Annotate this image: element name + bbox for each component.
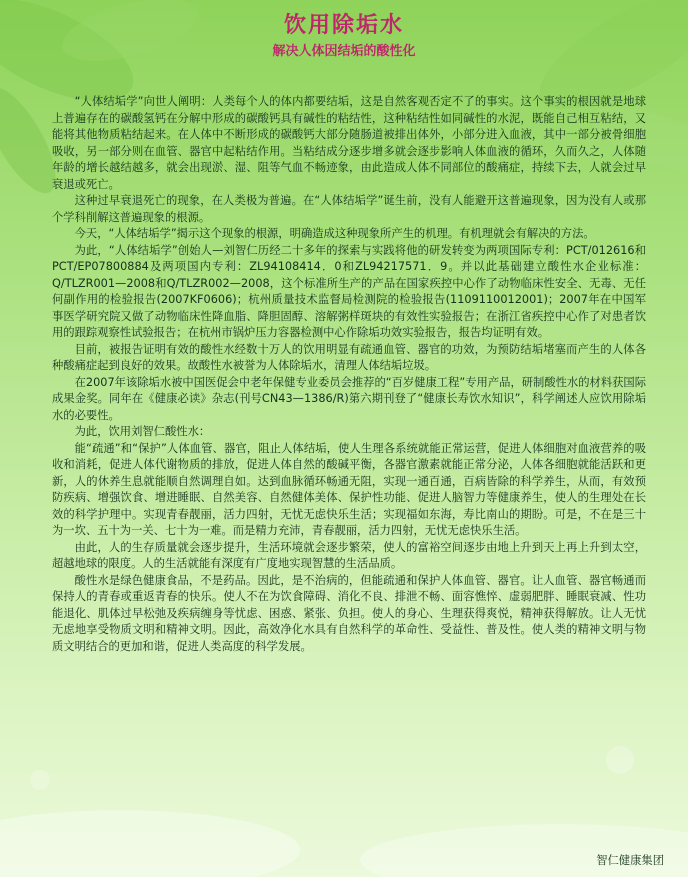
paragraph: 这种过早衰退死亡的现象，在人类极为普遍。在“人体结垢学”诞生前，没有人能避开这普遍现象，因为没有人或那个学科削解这普遍现象的根源。	[52, 194, 646, 224]
paragraph: 今天，“人体结垢学”揭示这个现象的根源，明确造成这种现象所产生的机理。有机理就会有解决的方法。	[74, 227, 595, 240]
paragraph: 能“疏通”和“保护”人体血管、器官，阻止人体结垢，使人生理各系统就能正常运营，促进人体细胞对血液营养的吸收和消耗，促进人体代谢物质的排放，促进人体自然的酸碱平衡，各器官激素就能正常分泌，人体各细胞就能活跃和更新，人的休养生息就能顺自然调理自如。达到血脉循环畅通无阻，实现一通百通，百病皆除的科学养生，从而，有效预防疾病、增强饮食、增进睡眠、自然美容、自然健体美体、保护性功能、促进人脑智力等健康养生，使人的生理处在长效的科学护理中。实现青春靓丽，活力四射，无忧无虑快乐生活；实现福如东海，寿比南山的期盼。可是，不在是三十为一坎、五十为一关、七十为一难。而是精力充沛，青春靓丽，活力四射，无忧无虑快乐生活。	[52, 441, 646, 537]
page-title: 饮用除垢水	[283, 13, 404, 38]
paragraph: 酸性水是绿色健康食品，不是药品。因此，是不治病的，但能疏通和保护人体血管、器官。让人血管、器官畅通而保持人的青春或重返青春的快乐。使人不在为饮食障碍、消化不良、排泄不畅、面容憔悴、虚弱肥胖、睡眠衰减、性功能退化、肌体过早松弛及疾病缠身等忧虑、困惑、紧张、负担。使人的身心、生理获得爽悦，精神获得解放。让人无忧无虑地享受物质文明和精神文明。因此，高效净化水具有自然科学的革命性、受益性、普及性。使人类的精神文明与物质文明结合的更加和谐，促进人类高度的科学发展。	[52, 573, 646, 653]
paragraph: 为此，“人体结垢学”创始人—刘智仁历经二十多年的探索与实践将他的研发转变为两项国际专利：PCT/012616和 PCT/EP07800884及两项国内专利：ZL94108414．0和ZL94217571．9。并以此基础建立酸性水企业标准：Q/TLZR001—2008和Q/TLZR002—2008，这个标准所生产的产品在国家疾控中心作了动物临床性安全、无毒、无任何副作用的检验报告(2007KF0606)；杭州质量技术监督局检测院的检验报告(1109110012001)；2007年在中国军事医学研究院又做了动物临床性降血脂、降胆固醇、溶解粥样斑块的有效性实验报告；在浙江省疾控中心作了对患者饮用的跟踪观察性试验报告；在杭州市锅炉压力容器检测中心作除垢功效实验报告，报告均证明有效。	[52, 243, 646, 339]
company-signature: 智仁健康集团	[596, 854, 664, 867]
paragraph: 由此，人的生存质量就会逐步提升，生活环境就会逐步繁荣，使人的富裕空间逐步由地上升到天上再上升到太空，超越地球的限度。人的生活就能有深度有广度地实现智慧的生活品质。	[52, 540, 646, 570]
page-subtitle: 解决人体因结垢的酸性化	[272, 44, 416, 59]
paragraph: 在2007年该除垢水被中国医促会中老年保健专业委员会推荐的“百岁健康工程”专用产品，研制酸性水的材料获国际成果金奖。同年在《健康必读》杂志(刊号CN43—1386/R)第六期刊登了“健康长寿饮水知识”，科学阐述人应饮用除垢水的必要性。	[52, 375, 647, 422]
paragraph: 为此，饮用刘智仁酸性水：	[74, 425, 211, 438]
paragraph: “人体结垢学”向世人阐明：人类每个人的体内都要结垢，这是自然客观否定不了的事实。这个事实的根因就是地球上普遍存在的碳酸氢钙在分解中形成的碳酸钙具有碱性的粘结性，这种粘结性如同碱性的水泥，既能自己相互粘结，又能将其他物质粘结起来。在人体中不断形成的碳酸钙大部分随肠道被排出体外，小部分进入血液，其中一部分被骨细胞吸收，另一部分则在血管、器官中起粘结作用。当粘结成分逐步增多就会逐步影响人体血液的循环，久而久之，人体随年龄的增长越结越多，就会出现淤、湿、阻等气血不畅迹象，由此造成人体不同部位的酸痛症，持续下去，人就会过早衰退或死亡。	[52, 95, 646, 191]
article-body	[52, 94, 646, 655]
paragraph: 目前，被报告证明有效的酸性水经数十万人的饮用明显有疏通血管、器官的功效，为预防结垢堵塞而产生的人体各种酸痛症起到良好的效果。故酸性水被誉为人体除垢水，清理人体结垢垃圾。	[52, 342, 646, 372]
